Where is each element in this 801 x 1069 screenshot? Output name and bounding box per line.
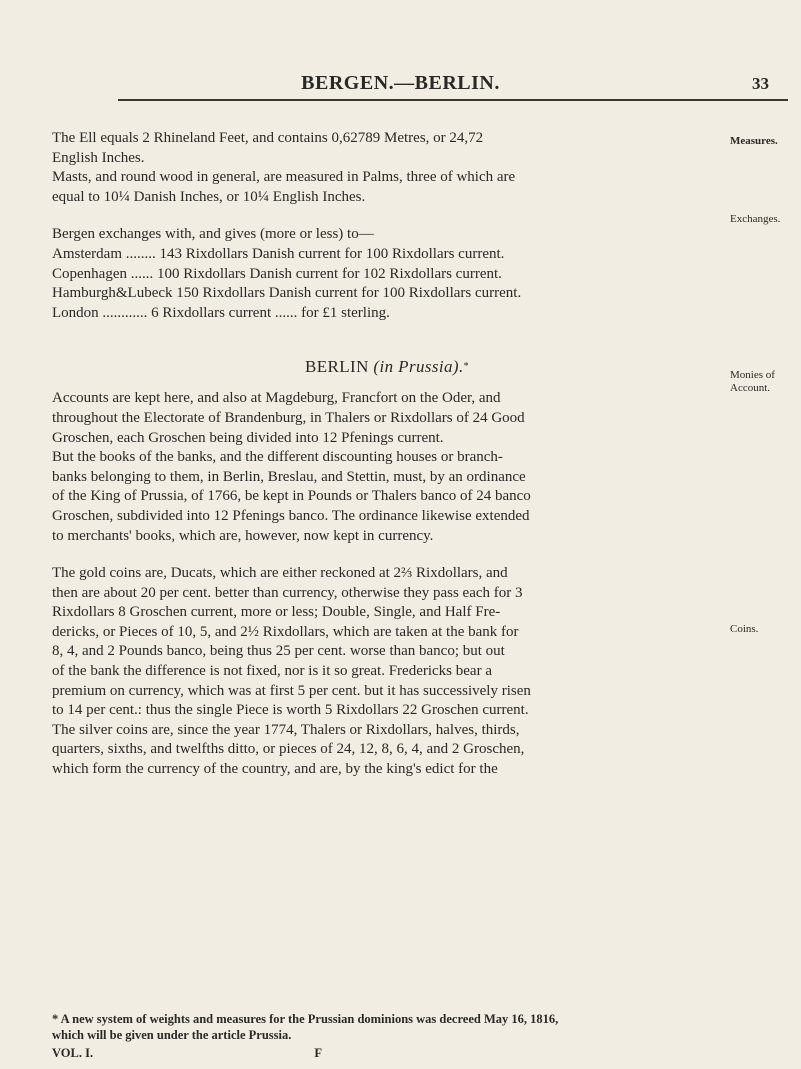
exchange-row-london: London ............ 6 Rixdollars current ...... for £1 sterling.: [52, 304, 390, 321]
margin-note-exchanges: Exchanges.: [730, 213, 781, 225]
margin-note-measures: Measures.: [730, 135, 778, 147]
running-head: BERGEN.—BERLIN.: [301, 72, 500, 94]
text-line: of the King of Prussia, of 1766, be kept in Pounds or Thalers banco of 24 banco: [52, 488, 531, 505]
text-line: which form the currency of the country, and are, by the king's edict for the: [52, 761, 498, 778]
text-line: of the bank the difference is not fixed, nor is it so great. Fredericks bear a: [52, 663, 492, 680]
footnote: [52, 1011, 724, 1061]
text-line: The gold coins are, Ducats, which are either reckoned at 2⅔ Rixdollars, and: [52, 565, 508, 582]
signature-mark: F: [314, 1046, 322, 1060]
footnote-mark: *: [463, 361, 470, 373]
text-line: equal to 10¼ Danish Inches, or 10¼ English Inches.: [52, 188, 366, 205]
text-line: English Inches.: [52, 149, 145, 166]
margin-note-coins: Coins.: [730, 623, 759, 635]
text-line: 8, 4, and 2 Pounds banco, being thus 25 per cent. worse than banco; but out: [52, 643, 505, 660]
text-line: But the books of the banks, and the different discounting houses or branch-: [52, 449, 503, 466]
text-line: Groschen, subdivided into 12 Pfenings banco. The ordinance likewise extended: [52, 507, 530, 524]
signature-line: [52, 1045, 322, 1061]
text-line: Accounts are kept here, and also at Magdeburg, Francfort on the Oder, and: [52, 390, 501, 407]
text-line: premium on currency, which was at first 5 per cent. but it has successively risen: [52, 682, 531, 699]
text-line: dericks, or Pieces of 10, 5, and 2½ Rixdollars, which are taken at the bank for: [52, 623, 519, 640]
exchange-row-amsterdam: Amsterdam ........ 143 Rixdollars Danish current for 100 Rixdollars current.: [52, 245, 505, 262]
page-number: 33: [752, 74, 769, 93]
text-line: banks belonging to them, in Berlin, Breslau, and Stettin, must, by an ordinance: [52, 468, 526, 485]
spacer: [52, 546, 722, 564]
exchange-row-copenhagen: Copenhagen ...... 100 Rixdollars Danish current for 102 Rixdollars current.: [52, 265, 502, 282]
footnote-text: * A new system of weights and measures for the Prussian dominions was decreed May 16, 1816,: [52, 1012, 559, 1026]
text-line: throughout the Electorate of Brandenburg, in Thalers or Rixdollars of 24 Good: [52, 409, 525, 426]
heading-sub: (in Prussia).: [373, 357, 464, 377]
exchange-row-hamburgh: Hamburgh&Lubeck 150 Rixdollars Danish current for 100 Rixdollars current.: [52, 285, 522, 302]
text-line: Masts, and round wood in general, are measured in Palms, three of which are: [52, 169, 516, 186]
spacer: [52, 323, 722, 351]
text-line: then are about 20 per cent. better than currency, otherwise they pass each for 3: [52, 584, 523, 601]
text-line: The silver coins are, since the year 1774, Thalers or Rixdollars, halves, thirds,: [52, 721, 520, 738]
volume-label: VOL. I.: [52, 1046, 94, 1060]
section-heading-berlin: [52, 357, 722, 379]
body-text: [52, 129, 722, 780]
text-line: to 14 per cent.: thus the single Piece is worth 5 Rixdollars 22 Groschen current.: [52, 702, 529, 719]
spacer: [52, 207, 722, 225]
text-line: Groschen, each Groschen being divided into 12 Pfenings current.: [52, 429, 444, 446]
margin-note-monies-of-account: Monies of Account.: [730, 369, 775, 394]
header-rule: [118, 99, 788, 101]
text-line: to merchants' books, which are, however, now kept in currency.: [52, 527, 434, 544]
text-line: quarters, sixths, and twelfths ditto, or pieces of 24, 12, 8, 6, 4, and 2 Groschen,: [52, 741, 525, 758]
text-line: Rixdollars 8 Groschen current, more or less; Double, Single, and Half Fre-: [52, 604, 501, 621]
heading-main: BERLIN: [304, 357, 369, 377]
exchanges-intro: Bergen exchanges with, and gives (more or less) to—: [52, 226, 374, 243]
footnote-text-continued: which will be given under the article Prussia.: [52, 1028, 292, 1042]
text-line: The Ell equals 2 Rhineland Feet, and contains 0,62789 Metres, or 24,72: [52, 130, 484, 146]
